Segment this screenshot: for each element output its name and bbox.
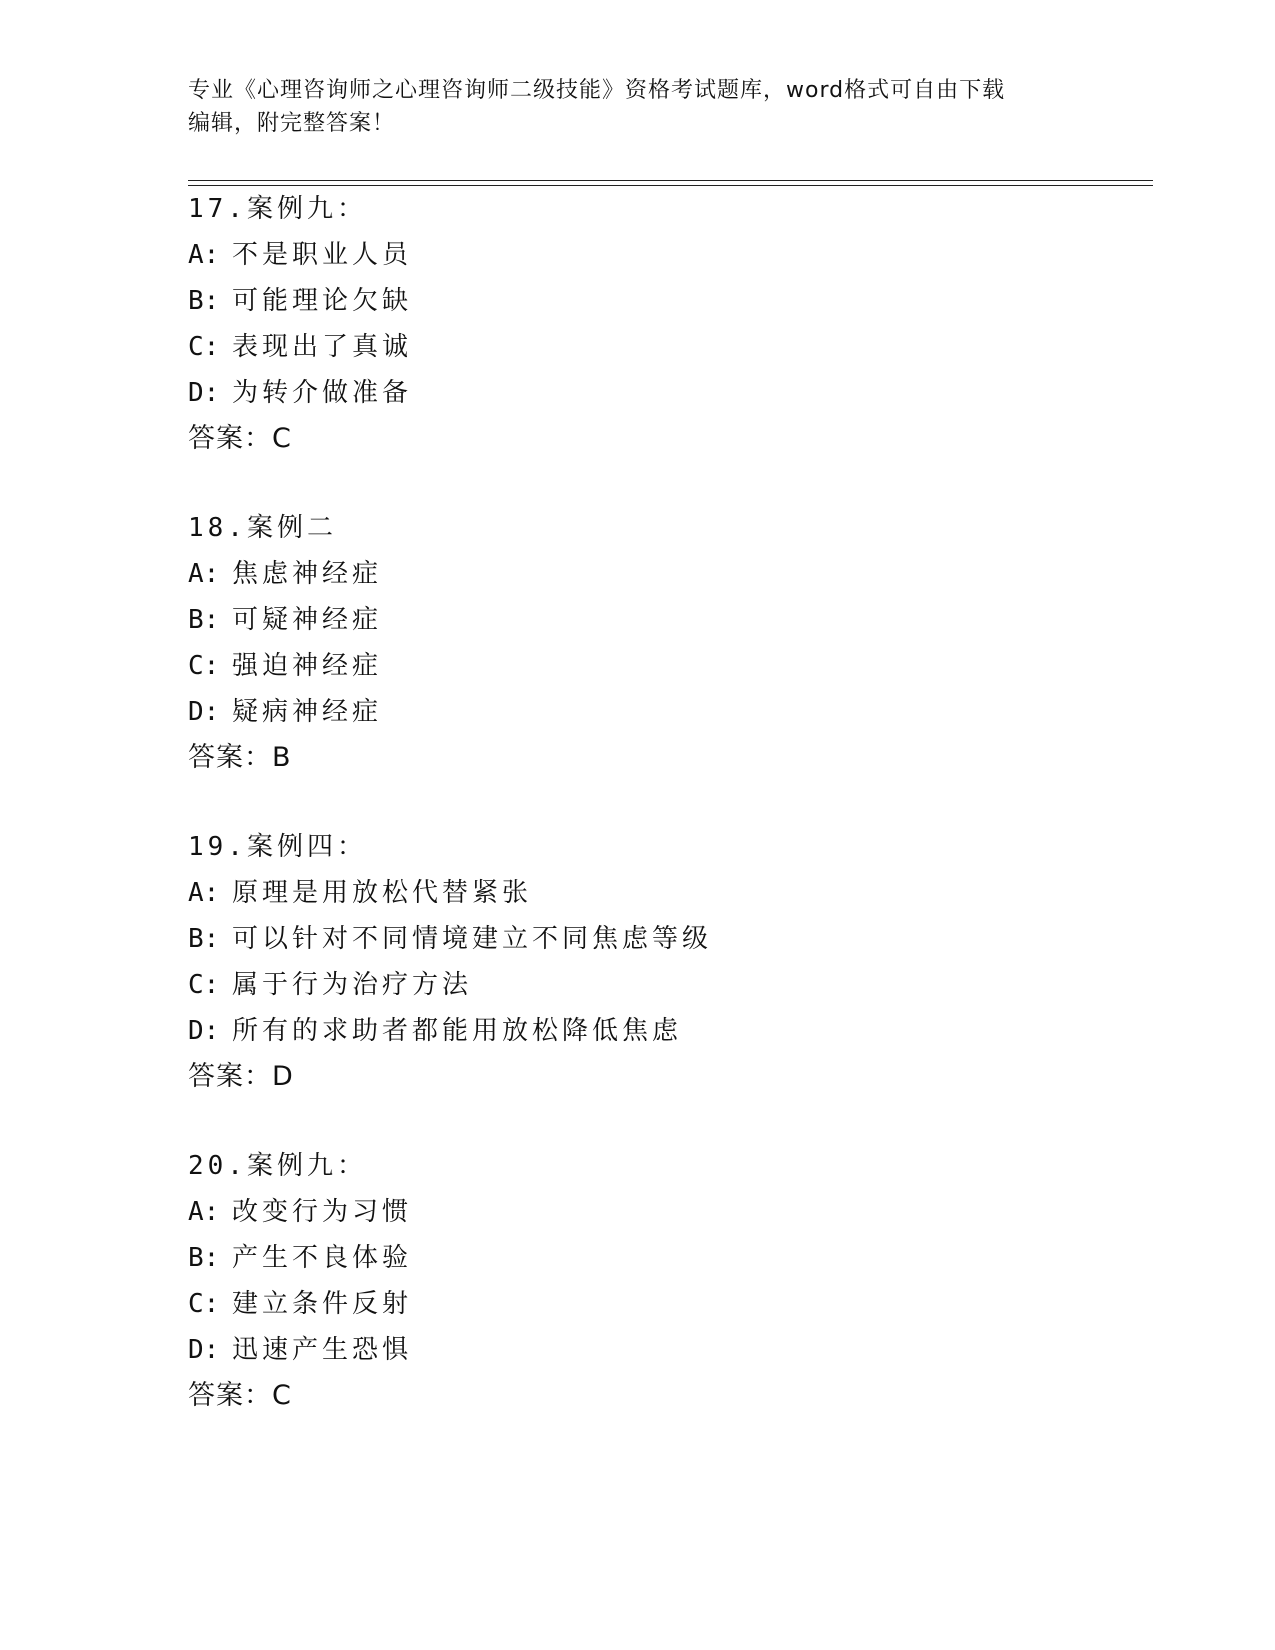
option-text: 所有的求助者都能用放松降低焦虑 [232, 1016, 683, 1046]
question-20 [188, 1143, 1153, 1462]
question-title: 18.案例二 [188, 513, 337, 543]
answer: 答案：C [188, 423, 292, 454]
option-label: C: [188, 1289, 220, 1319]
option-label: C: [188, 970, 220, 1000]
option-label: B: [188, 1243, 220, 1273]
option-a [188, 551, 1153, 597]
question-title: 20.案例九： [188, 1151, 367, 1181]
answer: 答案：C [188, 1380, 292, 1411]
question-19 [188, 824, 1153, 1143]
option-text: 可疑神经症 [232, 605, 383, 635]
question-18 [188, 505, 1153, 824]
option-label: C: [188, 651, 220, 681]
option-label: B: [188, 286, 220, 316]
option-text: 表现出了真诚 [232, 332, 413, 362]
option-text: 迅速产生恐惧 [232, 1335, 413, 1365]
answer: 答案：D [188, 1061, 294, 1092]
option-label: D: [188, 378, 220, 408]
header-line-1: 专业《心理咨询师之心理咨询师二级技能》资格考试题库，word格式可自由下载 [188, 78, 1006, 103]
option-label: A: [188, 1197, 220, 1227]
option-text: 不是职业人员 [232, 240, 413, 270]
option-d [188, 689, 1153, 735]
option-text: 焦虑神经症 [232, 559, 383, 589]
option-label: D: [188, 697, 220, 727]
option-text: 强迫神经症 [232, 651, 383, 681]
option-c [188, 643, 1153, 689]
option-label: A: [188, 559, 220, 589]
option-d [188, 1008, 1153, 1054]
option-d [188, 1327, 1153, 1373]
option-c [188, 324, 1153, 370]
option-label: A: [188, 878, 220, 908]
option-b [188, 278, 1153, 324]
option-c [188, 962, 1153, 1008]
answer: 答案：B [188, 742, 292, 773]
option-label: B: [188, 605, 220, 635]
option-text: 改变行为习惯 [232, 1197, 413, 1227]
option-label: C: [188, 332, 220, 362]
option-b [188, 916, 1153, 962]
option-label: B: [188, 924, 220, 954]
option-text: 产生不良体验 [232, 1243, 413, 1273]
document-header [188, 74, 1068, 140]
option-a [188, 870, 1153, 916]
question-17 [188, 186, 1153, 505]
question-title: 19.案例四： [188, 832, 367, 862]
option-a [188, 232, 1153, 278]
option-c [188, 1281, 1153, 1327]
option-label: A: [188, 240, 220, 270]
header-line-2: 编辑，附完整答案！ [188, 111, 396, 136]
option-b [188, 597, 1153, 643]
question-title: 17.案例九： [188, 194, 367, 224]
option-label: D: [188, 1335, 220, 1365]
option-a [188, 1189, 1153, 1235]
option-text: 原理是用放松代替紧张 [232, 878, 533, 908]
option-b [188, 1235, 1153, 1281]
option-text: 属于行为治疗方法 [232, 970, 473, 1000]
option-text: 可能理论欠缺 [232, 286, 413, 316]
option-text: 建立条件反射 [232, 1289, 413, 1319]
option-text: 为转介做准备 [232, 378, 413, 408]
option-text: 疑病神经症 [232, 697, 383, 727]
option-d [188, 370, 1153, 416]
option-label: D: [188, 1016, 220, 1046]
option-text: 可以针对不同情境建立不同焦虑等级 [232, 924, 713, 954]
question-list [188, 186, 1153, 1462]
